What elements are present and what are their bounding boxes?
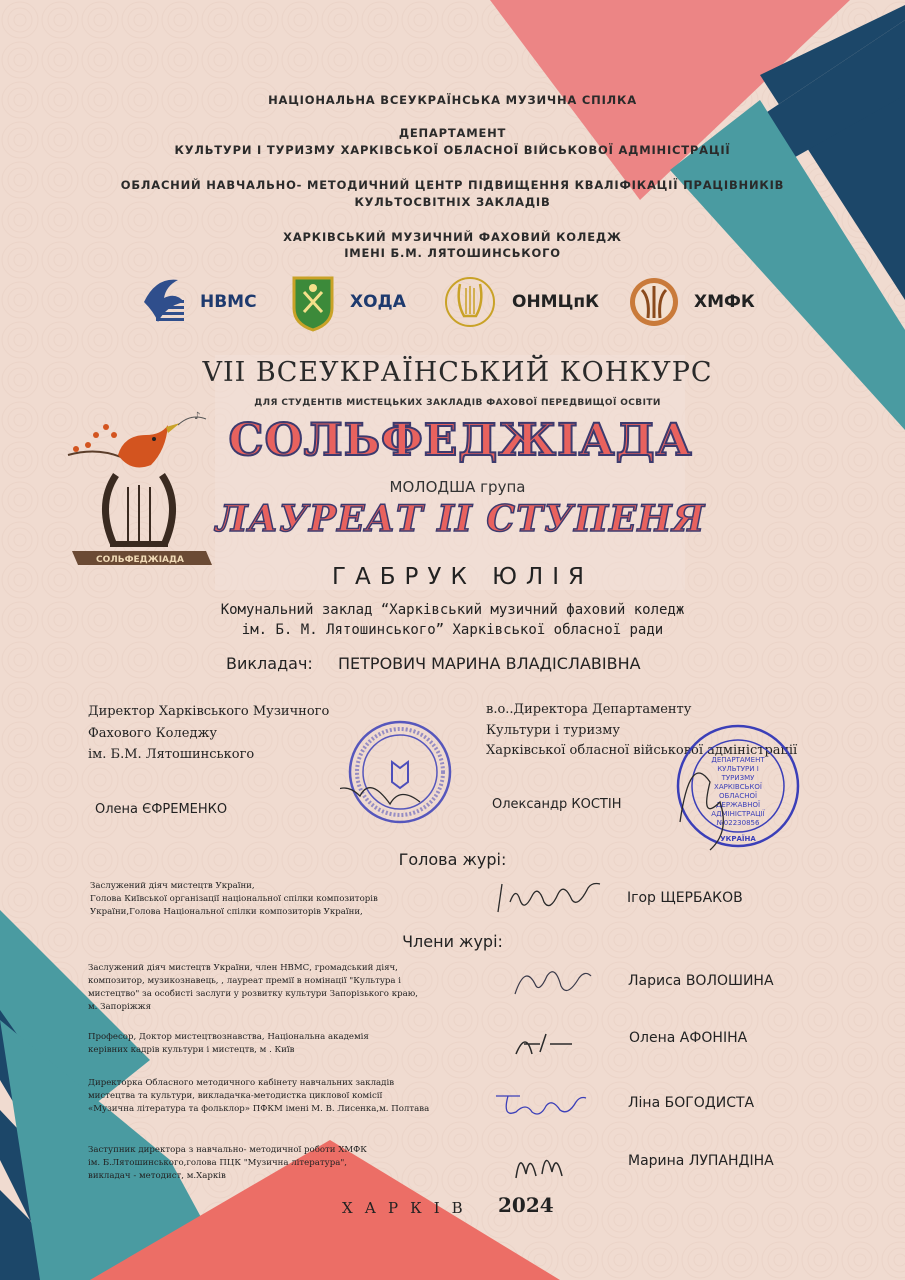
jury-head-desc-line: Заслужений діяч мистецтв України,	[90, 881, 255, 891]
header-department-name: КУЛЬТУРИ І ТУРИЗМУ ХАРКІВСЬКОЇ ОБЛАСНОЇ ВІЙСЬКОВОЇ АДМІНІСТРАЦІЇ	[174, 143, 731, 157]
right-signatory-title-3: Харківської обласної військової адміністрації	[486, 743, 798, 758]
jury-member-4-signature-icon	[510, 1140, 570, 1184]
stamp-line-1: ДЕПАРТАМЕНТ	[711, 756, 765, 764]
jury-member-3-name: Ліна БОГОДИСТА	[628, 1095, 755, 1111]
jury-member-desc-line: Заступник директора з навчально- методичної роботи ХМФК	[88, 1145, 367, 1155]
khmfk-college-logo-icon	[628, 274, 680, 330]
logo-label-khmfk: ХМФК	[694, 292, 755, 312]
emblem-ribbon-text: СОЛЬФЕДЖІАДА	[96, 555, 184, 565]
jury-member-desc-line: «Музична література та фольклор» ПФКМ імені М. В. Лисенка,м. Полтава	[88, 1104, 430, 1114]
jury-member-desc-line: мистецтво" за особисті заслуги у розвитку культури Запорізького краю,	[88, 989, 418, 999]
right-seal-stamp-icon	[670, 722, 804, 852]
jury-member-1-name: Лариса ВОЛОШИНА	[628, 973, 774, 989]
jury-head-name: Ігор ЩЕРБАКОВ	[627, 890, 743, 906]
logo-nvms	[136, 270, 257, 334]
left-signatory-title-1: Директор Харківського Музичного	[88, 704, 330, 719]
logo-khoda	[290, 270, 406, 334]
stamp-line-3: ТУРИЗМУ	[721, 774, 755, 782]
header-college-name: ІМЕНІ Б.М. ЛЯТОШИНСЬКОГО	[344, 246, 561, 260]
header-organization: НАЦІОНАЛЬНА ВСЕУКРАЇНСЬКА МУЗИЧНА СПІЛКА	[268, 93, 637, 107]
jury-head-label: Голова журі:	[398, 850, 507, 869]
contest-name: СОЛЬФЕДЖІАДА	[228, 415, 693, 466]
left-seal-stamp-icon	[340, 716, 460, 826]
jury-head-desc-line: Голова Київської організації національної спілки композиторів	[90, 894, 378, 904]
stamp-line-6: ДЕРЖАВНОЇ	[715, 801, 761, 809]
institution-line-2: ім. Б. М. Лятошинського” Харківської обласної ради	[241, 622, 664, 638]
jury-member-desc-line: композитор, музикознавець, , лауреат премії в номінації "Культура і	[88, 976, 402, 986]
svg-text:♪: ♪	[194, 411, 201, 422]
jury-member-desc-line: ім. Б.Лятошинського,голова ПЦК "Музична література",	[88, 1158, 348, 1168]
stamp-line-2: КУЛЬТУРИ І	[717, 765, 759, 773]
stamp-line-7: АДМІНІСТРАЦІЇ	[711, 810, 765, 818]
onmtspk-lyre-logo-icon	[442, 272, 498, 332]
nvms-logo-icon	[136, 272, 186, 332]
left-signatory-title-2: Фахового Коледжу	[88, 726, 218, 741]
left-signatory-title-3: ім. Б.М. Лятошинського	[88, 747, 255, 762]
header-college: ХАРКІВСЬКИЙ МУЗИЧНИЙ ФАХОВИЙ КОЛЕДЖ	[283, 230, 622, 244]
jury-member-desc-line: викладач - методист, м.Харків	[88, 1171, 226, 1181]
stamp-line-8: №02230856	[716, 819, 760, 827]
jury-member-2-desc	[88, 1031, 369, 1057]
jury-member-desc-line: керівних кадрів культури і мистецтв, м . Київ	[88, 1045, 295, 1055]
logo-label-khoda: ХОДА	[350, 292, 406, 312]
stamp-line-5: ОБЛАСНОЇ	[718, 792, 758, 800]
jury-member-4-name: Марина ЛУПАНДІНА	[628, 1153, 774, 1169]
award-level: ЛАУРЕАТ ІІ СТУПЕНЯ	[215, 498, 706, 540]
right-signatory-name: Олександр КОСТІН	[492, 797, 622, 812]
jury-member-1-desc	[88, 962, 418, 1014]
right-signatory-title-2: Культури і туризму	[486, 723, 620, 738]
stamp-line-4: ХАРКІВСЬКОЇ	[714, 783, 762, 791]
contest-title: VII ВСЕУКРАЇНСЬКИЙ КОНКУРС	[202, 357, 713, 388]
jury-head-desc-line: України,Голова Національної спілки композиторів України,	[90, 907, 363, 917]
footer-city: ХАРКІВ	[342, 1199, 475, 1217]
footer-year: 2024	[498, 1193, 554, 1217]
jury-member-3-signature-icon	[490, 1084, 590, 1124]
institution-line-1: Комунальний заклад “Харківський музичний фаховий коледж	[220, 602, 685, 618]
logo-label-nvms: НВМС	[200, 292, 257, 312]
left-signatory-name: Олена ЄФРЕМЕНКО	[95, 802, 228, 817]
teacher-label: Викладач:	[226, 654, 313, 673]
laureate-name: ГАБРУК ЮЛІЯ	[332, 564, 593, 590]
logo-row	[130, 270, 770, 334]
jury-member-desc-line: Директорка Обласного методичного кабінету навчальних закладів	[88, 1078, 395, 1088]
contest-group: МОЛОДША група	[389, 478, 526, 496]
jury-head-desc	[90, 880, 378, 919]
jury-member-2-signature-icon	[510, 1024, 580, 1062]
jury-member-2-name: Олена АФОНІНА	[629, 1030, 748, 1046]
teacher-name: ПЕТРОВИЧ МАРИНА ВЛАДІСЛАВІВНА	[338, 654, 641, 673]
kharkiv-coat-of-arms-icon	[290, 272, 336, 332]
jury-member-desc-line: Професор, Доктор мистецтвознавства, Національна академія	[88, 1032, 369, 1042]
jury-member-3-desc	[88, 1077, 429, 1116]
stamp-bottom: УКРАЇНА	[720, 835, 756, 843]
logo-onmtspk	[442, 270, 599, 334]
contest-subtitle: ДЛЯ СТУДЕНТІВ МИСТЕЦЬКИХ ЗАКЛАДІВ ФАХОВОЇ ПЕРЕДВИЩОЇ ОСВІТИ	[254, 398, 661, 408]
jury-member-desc-line: мистецтва та культури, викладачка-методистка циклової комісії	[88, 1091, 383, 1101]
logo-label-onmtspk: ОНМЦпК	[512, 292, 600, 312]
jury-member-1-signature-icon	[505, 958, 595, 1004]
header-center: ОБЛАСНИЙ НАВЧАЛЬНО- МЕТОДИЧНИЙ ЦЕНТР ПІДВИЩЕННЯ КВАЛІФІКАЦІЇ ПРАЦІВНИКІВ	[120, 178, 785, 192]
header-center-cont: КУЛЬТОСВІТНІХ ЗАКЛАДІВ	[354, 195, 551, 209]
jury-member-desc-line: Заслужений діяч мистецтв України, член НВМС, громадський діяч,	[88, 963, 398, 973]
logo-khmfk	[628, 270, 755, 334]
right-signatory-title-1: в.о..Директора Департаменту	[486, 702, 692, 717]
jury-members-label: Члени журі:	[402, 932, 503, 951]
jury-member-desc-line: м. Запоріжжя	[88, 1002, 152, 1012]
jury-member-4-desc	[88, 1144, 367, 1183]
header-department: ДЕПАРТАМЕНТ	[398, 126, 507, 140]
jury-head-signature-icon	[488, 872, 608, 916]
